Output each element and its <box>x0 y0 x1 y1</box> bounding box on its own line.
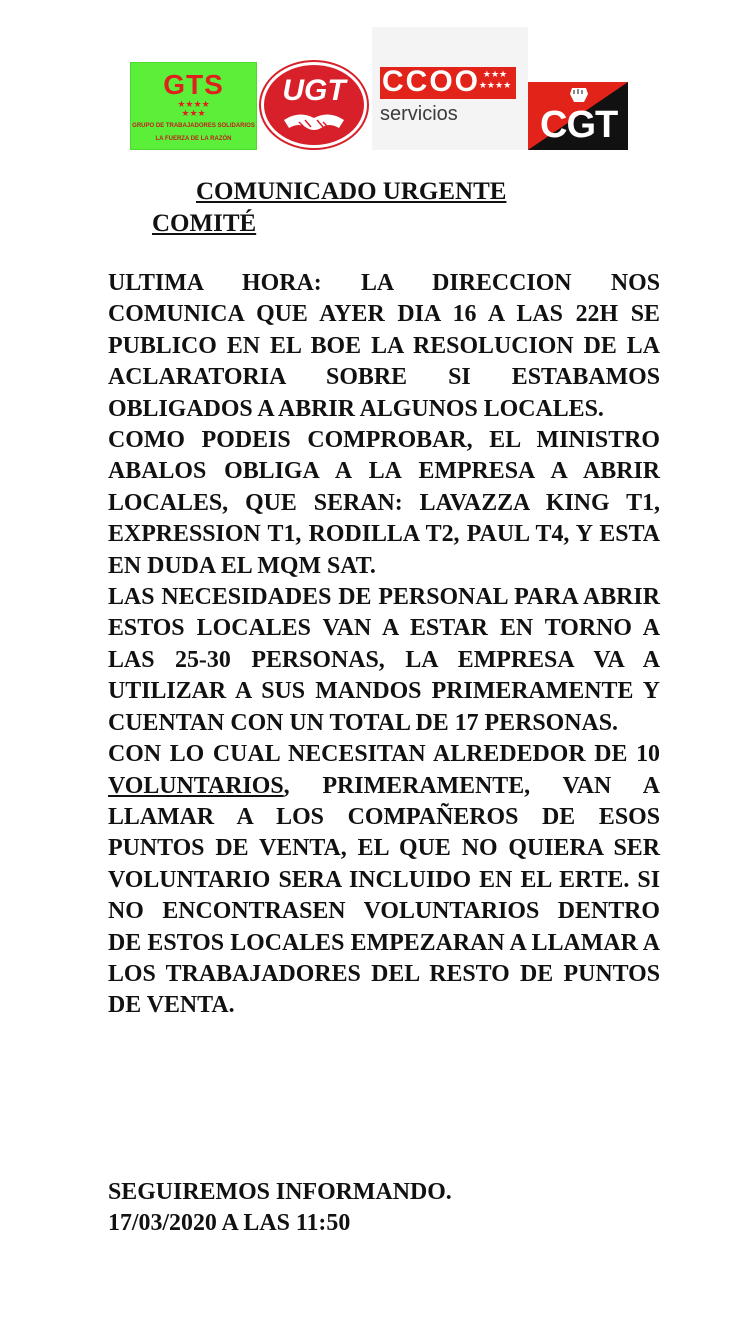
paragraph-1: ULTIMA HORA: LA DIRECCION NOS COMUNICA QUE AYER DIA 16 A LAS 22H SE PUBLICO EN EL BOE LA RESOLUCION DE LA ACLARATORIA SOBRE SI ESTABAMOS OBLIGADOS A ABRIR ALGUNOS LOCALES. <box>108 270 660 422</box>
gts-logo <box>130 62 257 150</box>
ccoo-logo-title: CCOO <box>382 65 480 98</box>
gts-stars-icon: ★★★★ ★★★ <box>177 100 210 119</box>
voluntarios-emphasis: VOLUNTARIOS <box>108 772 284 799</box>
date-time-line: 17/03/2020 A LAS 11:50 <box>108 1210 351 1237</box>
paragraph-4 <box>108 739 660 1022</box>
ccoo-logo-subtitle: servicios <box>380 103 458 125</box>
announcement-footer <box>108 1177 668 1240</box>
paragraph-4-start: CON LO CUAL NECESITAN ALREDEDOR DE 10 <box>108 741 660 768</box>
page-title: COMUNICADO URGENTE <box>196 178 507 205</box>
page-subtitle: COMITÉ <box>152 210 257 237</box>
closing-line: SEGUIREMOS INFORMANDO. <box>108 1179 452 1205</box>
ugt-logo <box>259 60 369 150</box>
cgt-logo <box>528 82 628 150</box>
cgt-logo-title: CGT <box>540 104 618 146</box>
ugt-emblem-icon <box>259 60 369 150</box>
gts-logo-title: GTS <box>163 69 224 100</box>
announcement-body <box>108 268 660 1022</box>
ccoo-stars-icon: ★★★ ★★★★ <box>478 70 512 91</box>
gts-logo-motto: LA FUERZA DE LA RAZÓN <box>155 136 232 142</box>
paragraph-4-end: , PRIMERAMENTE, VAN A LLAMAR A LOS COMPAÑEROS DE ESOS PUNTOS DE VENTA, EL QUE NO QUIERA SER VOLUNTARIO SERA INCLUIDO EN EL ERTE. SI NO ENCONTRASEN VOLUNTARIOS DENTRO DE ESTOS LOCALES EMPEZARAN A LLAMAR A LOS TRABAJADORES DEL RESTO DE PUNTOS DE VENTA. <box>108 772 660 1019</box>
paragraph-3: LAS NECESIDADES DE PERSONAL PARA ABRIR ESTOS LOCALES VAN A ESTAR EN TORNO A LAS 25-30 PERSONAS, LA EMPRESA VA A UTILIZAR A SUS MANDOS PRIMERAMENTE Y CUENTAN CON UN TOTAL DE 17 PERSONAS. <box>108 584 660 736</box>
gts-logo-subtitle: GRUPO DE TRABAJADORES SOLIDARIOS <box>132 123 255 129</box>
ugt-logo-title: UGT <box>282 74 346 107</box>
paragraph-2: COMO PODEIS COMPROBAR, EL MINISTRO ABALOS OBLIGA A LA EMPRESA A ABRIR LOCALES, QUE SERAN: LAVAZZA KING T1, EXPRESSION T1, RODILLA T2, PAUL T4, Y ESTA EN DUDA EL MQM SAT. <box>108 427 660 579</box>
ccoo-logo <box>372 27 528 150</box>
union-logos <box>0 0 750 160</box>
